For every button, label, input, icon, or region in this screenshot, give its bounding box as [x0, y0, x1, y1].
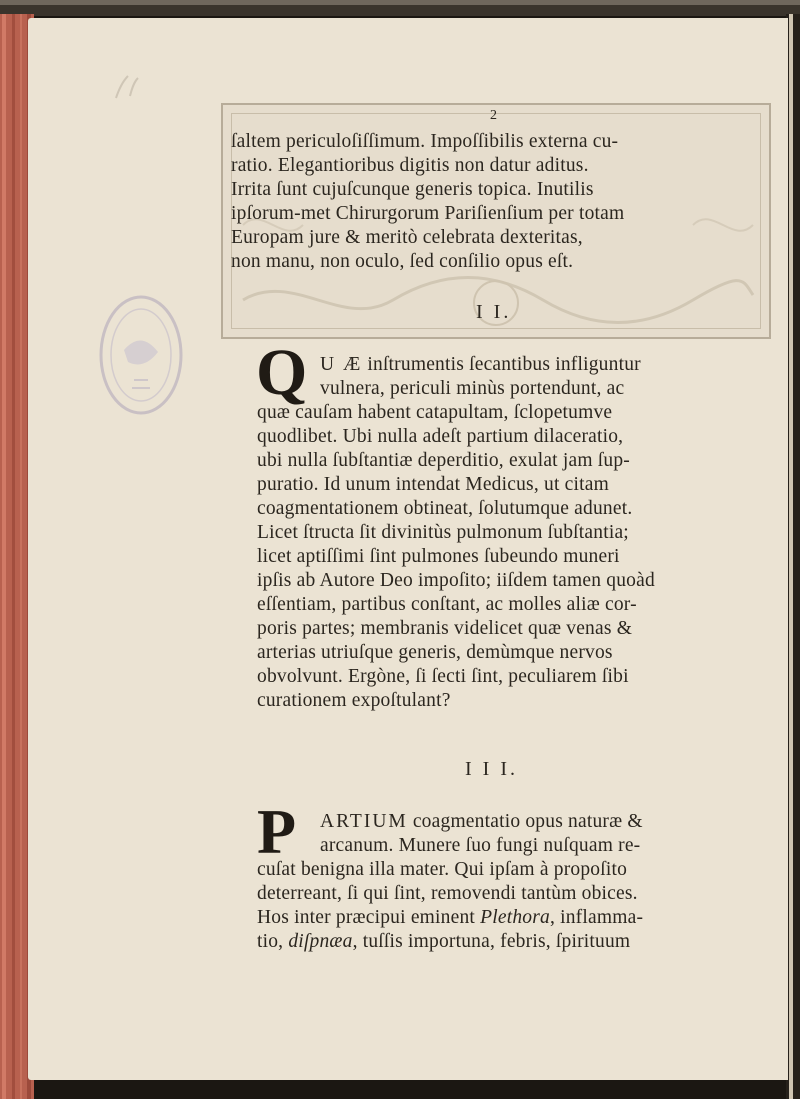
- section-2-first-line-rest: inſtrumentis ſecantibus infliguntur: [367, 354, 641, 375]
- headpiece-line-5: Europam jure & meritò celebrata dexteritas,: [231, 227, 583, 248]
- section-3-dispnaea: diſpnæa: [288, 931, 353, 952]
- section-3-line-5: [257, 906, 643, 930]
- book-page: [28, 18, 788, 1080]
- headpiece-line-2: ratio. Elegantioribus digitis non datur aditus.: [231, 155, 589, 176]
- section-2-line-4: quodlibet. Ubi nulla adeſt partium dilaceratio,: [257, 426, 624, 447]
- section-3-line-6-rest: , tuſſis importuna, febris, ſpirituum: [352, 931, 631, 952]
- section-3-line-5-start: Hos inter præcipui eminent: [257, 907, 476, 928]
- section-2-dropcap: Q: [256, 336, 308, 409]
- headpiece-line-6: non manu, non oculo, ſed conſilio opus eſt.: [231, 251, 574, 272]
- section-3-dropcap: P: [257, 796, 297, 867]
- section-2-line-14: obvolvunt. Ergòne, ſi ſecti ſint, peculiarem ſibi: [257, 666, 629, 687]
- section-2-line-2: vulnera, periculi minùs portendunt, ac: [320, 378, 625, 399]
- section-3-first-line-rest: coagmentatio opus naturæ &: [412, 811, 643, 832]
- section-3-plethora: Plethora: [480, 907, 550, 928]
- section-3-line-5-rest: , inflamma-: [549, 907, 644, 928]
- section-3-line-6: [257, 930, 630, 954]
- section-2-first-line: [320, 353, 641, 377]
- section-2-line-3: quæ cauſam habent catapultam, ſclopetumve: [257, 402, 613, 423]
- section-3-line-4: deterreant, ſi qui ſint, removendi tantùm obices.: [257, 883, 638, 904]
- section-3-line-2: arcanum. Munere ſuo fungi nuſquam re-: [320, 835, 641, 856]
- headpiece-line-1: ſaltem periculoſiſſimum. Impoſſibilis externa cu-: [231, 131, 619, 152]
- section-2-line-13: arterias utriuſque generis, demùmque nervos: [257, 642, 613, 663]
- section-2-line-10: ipſis ab Autore Deo impoſito; iiſdem tamen quoàd: [257, 570, 655, 591]
- section-3-first-line: [320, 810, 643, 834]
- headpiece-line-3: Irrita ſunt cujuſcunque generis topica. Inutilis: [231, 179, 594, 200]
- headpiece-line-4: ipſorum-met Chirurgorum Pariſienſium per totam: [231, 203, 625, 224]
- section-3-line-6-start: tio,: [257, 931, 284, 952]
- section-2-line-8: Licet ſtructa ſit divinitùs pulmonum ſubſtantia;: [257, 522, 629, 543]
- section-3-numeral: I I I.: [465, 758, 518, 780]
- section-3-line-3: cuſat benigna illa mater. Qui ipſam à propoſito: [257, 859, 628, 880]
- page-number: 2: [490, 108, 498, 123]
- section-2-line-12: poris partes; membranis videlicet quæ venas &: [257, 618, 633, 639]
- section-2-line-7: coagmentationem obtineat, ſolutumque adunet.: [257, 498, 633, 519]
- section-2-numeral: I I.: [476, 301, 512, 323]
- section-2-line-11: eſſentiam, partibus conſtant, ac molles aliæ cor-: [257, 594, 637, 615]
- section-3-first-word: ARTIUM: [320, 811, 408, 832]
- section-2-line-6: puratio. Id unum intendat Medicus, ut citam: [257, 474, 609, 495]
- section-2-line-9: licet aptiſſimi ſint pulmones ſubeundo muneri: [257, 546, 620, 567]
- section-2-line-5: ubi nulla ſubſtantiæ deperditio, exulat jam ſup-: [257, 450, 630, 471]
- pencil-mark: [110, 68, 150, 108]
- section-2-line-15: curationem expoſtulant?: [257, 690, 451, 711]
- library-stamp-seal: [96, 290, 186, 420]
- section-2-first-word: U Æ: [320, 354, 363, 375]
